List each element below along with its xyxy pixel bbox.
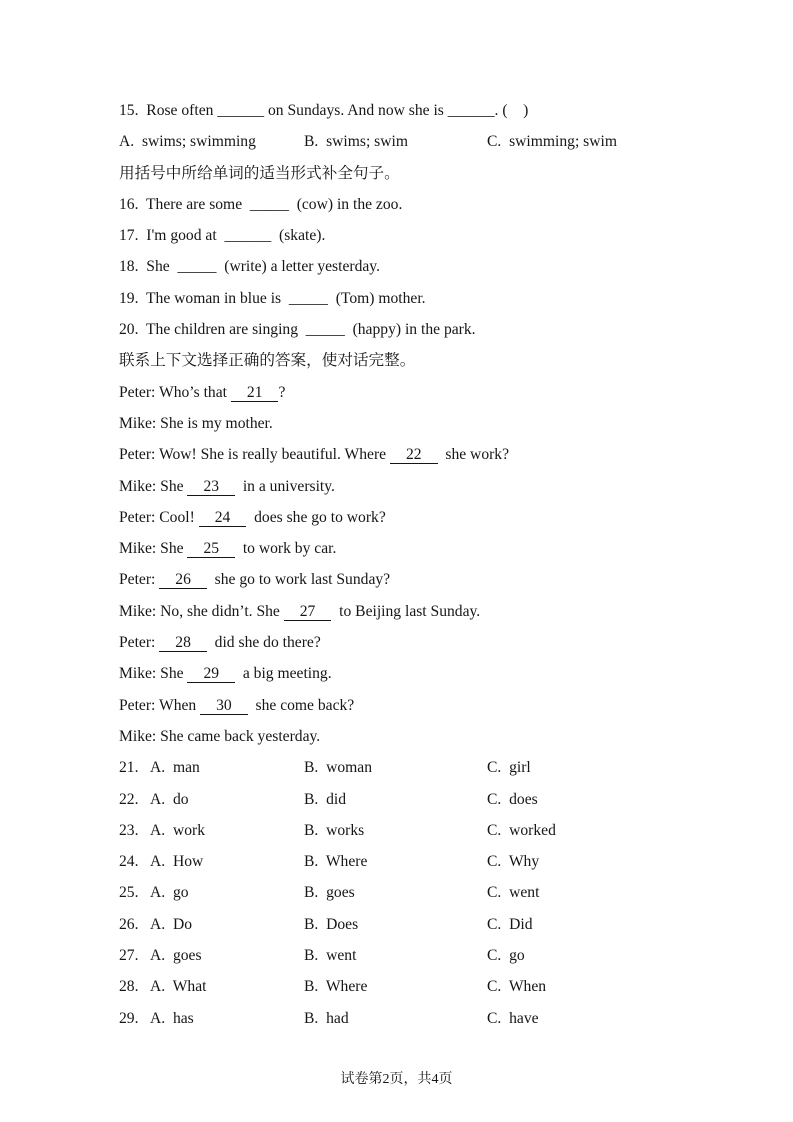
options-row-29 [119, 1003, 699, 1034]
question-18-text: 18. She _____ (write) a letter yesterday. [119, 258, 380, 276]
option-28-c: C. When [487, 978, 547, 996]
option-22-a: A. do [150, 790, 189, 808]
dialogue-line-peter-30 [119, 690, 699, 721]
blank-22: 22 [390, 446, 438, 464]
dialogue-text: Mike: She [119, 665, 188, 683]
option-26-c: C. Did [487, 915, 533, 933]
dialogue-line-mike-reply-1 [119, 408, 699, 439]
question-16-text: 16. There are some _____ (cow) in the zoo. [119, 195, 403, 213]
dialogue-text: to work by car. [235, 540, 337, 558]
dialogue-line-peter-22 [119, 439, 699, 470]
options-21-num-and-a [119, 752, 304, 783]
dialogue-line-mike-25 [119, 533, 699, 564]
question-number: 23. [119, 821, 139, 839]
options-row-27 [119, 940, 699, 971]
blank-28: 28 [159, 634, 207, 652]
dialogue-line-peter-28 [119, 627, 699, 658]
option-24-c: C. Why [487, 853, 540, 871]
question-number: 25. [119, 884, 139, 902]
option-29-b: B. had [304, 1009, 349, 1027]
page-content [119, 95, 699, 1034]
blank-21: 21 [231, 384, 279, 402]
option-25-a: A. go [150, 884, 189, 902]
dialogue-line-peter-26 [119, 564, 699, 595]
dialogue-text: to Beijing last Sunday. [331, 602, 481, 620]
question-number: 27. [119, 947, 139, 965]
fill-section-instruction: 用括号中所给单词的适当形式补全句子。 [119, 164, 400, 182]
option-26-b: B. Does [304, 915, 359, 933]
options-28-num-and-a [119, 971, 304, 1002]
options-29-num-and-a [119, 1003, 304, 1034]
option-22-c: C. does [487, 790, 538, 808]
blank-23: 23 [187, 478, 235, 496]
dialogue-text: Peter: Cool! [119, 508, 199, 526]
dialogue-text: Mike: She came back yesterday. [119, 727, 321, 745]
option-21-c: C. girl [487, 759, 531, 777]
question-number: 28. [119, 978, 139, 996]
option-23-b: B. works [304, 821, 365, 839]
dialogue-line-mike-23 [119, 471, 699, 502]
dialogue-text: Mike: No, she didn’t. She [119, 602, 284, 620]
option-27-c: C. go [487, 947, 525, 965]
dialogue-text: Peter: [119, 571, 160, 589]
option-28-b: B. Where [304, 978, 368, 996]
dialogue-text: Peter: Wow! She is really beautiful. Where [119, 446, 390, 464]
dialogue-text: Peter: [119, 634, 160, 652]
blank-29: 29 [187, 665, 235, 683]
blank-26: 26 [159, 571, 207, 589]
dialogue-text: a big meeting. [235, 665, 332, 683]
question-15-options-row [119, 126, 699, 157]
dialogue-text: she go to work last Sunday? [206, 571, 391, 589]
blank-30: 30 [200, 697, 248, 715]
question-20-text: 20. The children are singing _____ (happy) in the park. [119, 321, 476, 339]
options-row-26 [119, 909, 699, 940]
options-row-28 [119, 971, 699, 1002]
option-24-a: A. How [150, 853, 204, 871]
page-footer: 试卷第2页，共4页 [340, 1072, 453, 1087]
options-24-num-and-a [119, 846, 304, 877]
option-22-b: B. did [304, 790, 347, 808]
option-23-a: A. work [150, 821, 206, 839]
options-row-23 [119, 815, 699, 846]
option-28-a: A. What [150, 978, 207, 996]
option-26-a: A. Do [150, 915, 193, 933]
dialogue-text: Mike: She [119, 540, 188, 558]
dialogue-text: Mike: She [119, 477, 188, 495]
option-27-a: A. goes [150, 947, 202, 965]
option-21-a: A. man [150, 759, 200, 777]
option-15-b: B. swims; swim [304, 133, 408, 151]
option-29-c: C. have [487, 1009, 539, 1027]
options-row-25 [119, 877, 699, 908]
options-25-num-and-a [119, 877, 304, 908]
question-number: 21. [119, 759, 139, 777]
question-number: 29. [119, 1009, 139, 1027]
dialogue-line-mike-29 [119, 658, 699, 689]
dialogue-section-instruction: 联系上下文选择正确的答案，使对话完整。 [119, 352, 416, 370]
option-25-c: C. went [487, 884, 540, 902]
dialogue-line-mike-reply-2 [119, 721, 699, 752]
dialogue-text: did she do there? [206, 634, 321, 652]
dialogue-text: Mike: She is my mother. [119, 414, 273, 432]
dialogue-line-peter-21 [119, 377, 699, 408]
dialogue-text: in a university. [235, 477, 335, 495]
dialogue-line-mike-27 [119, 596, 699, 627]
options-22-num-and-a [119, 784, 304, 815]
dialogue-text: Peter: Who’s that [119, 383, 231, 401]
dialogue-text: Peter: When [119, 696, 201, 714]
option-21-b: B. woman [304, 759, 373, 777]
dialogue-text: does she go to work? [246, 508, 386, 526]
question-number: 22. [119, 790, 139, 808]
option-24-b: B. Where [304, 853, 368, 871]
options-23-num-and-a [119, 815, 304, 846]
options-26-num-and-a [119, 909, 304, 940]
options-row-24 [119, 846, 699, 877]
question-number: 24. [119, 853, 139, 871]
blank-25: 25 [187, 540, 235, 558]
options-row-21 [119, 752, 699, 783]
dialogue-text: ? [278, 383, 286, 401]
option-15-a: A. swims; swimming [119, 133, 256, 151]
blank-27: 27 [284, 603, 332, 621]
option-25-b: B. goes [304, 884, 355, 902]
dialogue-text: she work? [437, 446, 510, 464]
question-15-text: 15. Rose often ______ on Sundays. And now she is ______. ( ) [119, 102, 529, 119]
options-27-num-and-a [119, 940, 304, 971]
blank-24: 24 [199, 509, 247, 527]
question-number: 26. [119, 915, 139, 933]
option-29-a: A. has [150, 1009, 194, 1027]
dialogue-line-peter-24 [119, 502, 699, 533]
options-row-22 [119, 784, 699, 815]
option-23-c: C. worked [487, 821, 556, 839]
question-17-text: 17. I'm good at ______ (skate). [119, 227, 326, 245]
option-15-c: C. swimming; swim [487, 133, 617, 151]
option-27-b: B. went [304, 947, 357, 965]
question-19-text: 19. The woman in blue is _____ (Tom) mother. [119, 289, 426, 307]
dialogue-text: she come back? [247, 696, 355, 714]
